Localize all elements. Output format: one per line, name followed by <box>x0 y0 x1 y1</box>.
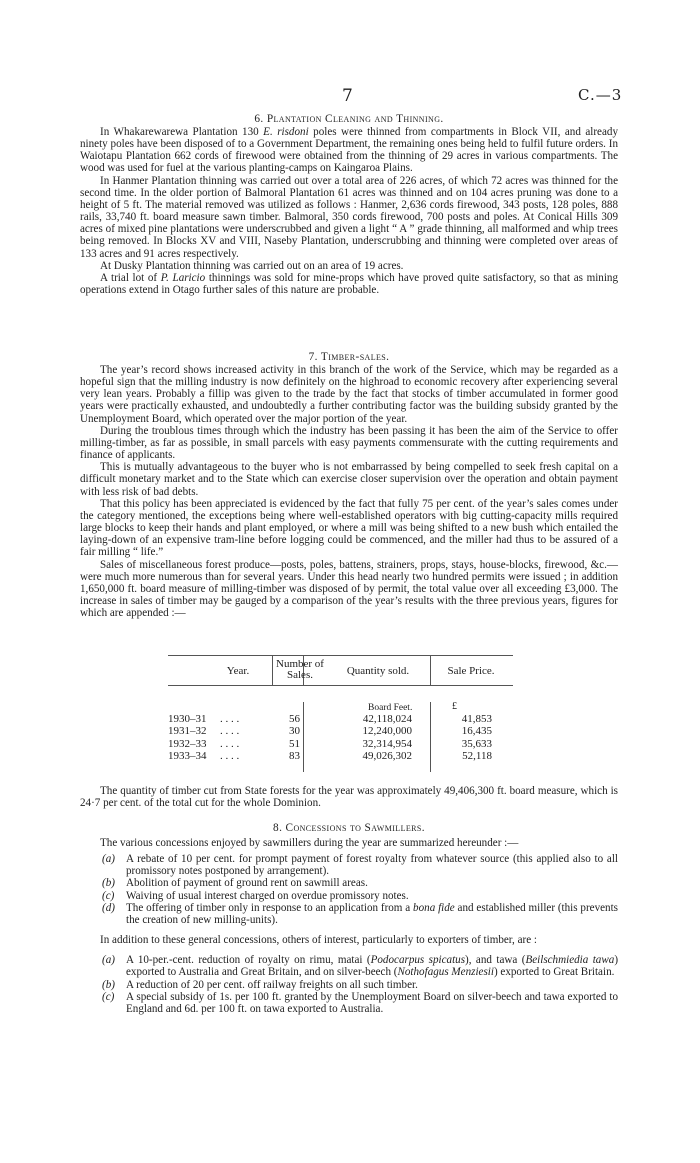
table-cell-leader: . . . . <box>220 749 240 762</box>
italic-term: P. Laricio <box>160 271 206 284</box>
page-header <box>0 86 700 106</box>
list-item-label: (c) <box>102 990 115 1003</box>
italic-term: Podocarpus spicatus <box>370 954 466 967</box>
paragraph: In Hanmer Plantation thinning was carried out over a total area of 226 acres, of which 72 acres was thinned for the second time. In the older portion of Balmoral Plantation 61 acres was thinned and on 104 acres pruning was done to a height of 5 ft. The material removed was utilized as follows : Hanmer, 2,636 cords firewood, 343 posts, 128 poles, 888 rails, 33,740 ft. board measure sawn timber. Balmoral, 350 cords firewood, 700 posts and poles. At Conical Hills 309 acres of mixed pine plantations were underscrubbed and given a light “ A ” grade thinning, all malformed and whip trees being removed. In Blocks XV and VIII, Naseby Plantation, underscrubbing and thinning were completed over areas of 133 acres and 91 acres respectively. <box>80 174 618 260</box>
table-cell-price: 41,853 <box>461 713 492 725</box>
paragraph: A trial lot of P. Laricio thinnings was sold for mine-props which have proved quite satisfactory, so that as mining operations extend in Otago further sales of this nature are probable. <box>80 271 619 297</box>
list-item: (c) A special subsidy of 1s. per 100 ft. granted by the Unemployment Board on silver-beech and tawa exported to England and 6d. per 100 ft. on tawa exported to Australia. <box>102 990 618 1015</box>
table-divider <box>430 655 431 685</box>
column-header-year: Year. <box>226 665 250 677</box>
table-cell-year: 1930–31 <box>168 713 207 725</box>
table-cell-sales: 83 <box>289 749 300 762</box>
section-intro <box>80 837 618 849</box>
list-item: (c) Waiving of usual interest charged on overdue promissory notes. <box>102 889 409 902</box>
section-heading: 6. Plantation Cleaning and Thinning. <box>254 113 444 125</box>
column-header-price: Sale Price. <box>447 665 495 677</box>
table-header-rule <box>168 685 513 686</box>
paragraph: In addition to these general concessions, others of interest, particularly to exporters of timber, are : <box>100 934 538 947</box>
list-item-label: (c) <box>102 889 115 902</box>
table-cell-quantity: 42,118,024 <box>362 713 412 725</box>
section-middle-paragraph <box>80 934 618 946</box>
list-item-label: (d) <box>102 901 115 914</box>
table-cell-sales: 30 <box>289 725 300 738</box>
table-cell-year: 1933–34 <box>168 749 207 762</box>
table-cell-price: 52,118 <box>462 749 492 762</box>
section-heading: 7. Timber-sales. <box>308 351 390 363</box>
paragraph: Sales of miscellaneous forest produce—posts, poles, battens, strainers, props, stays, house-blocks, firewood, &c.—were much more numerous than for several years. Under this head nearly two hundred permits were issued ; in addition 1,650,000 ft. board measure of milling-timber was disposed of by permit, the total value over all exceeding £3,000. The increase in sales of timber may be gauged by a comparison of the year’s results with the three previous years, figures for which are appended :— <box>80 558 618 620</box>
export-concessions-list <box>80 954 618 1015</box>
list-item: (b) A reduction of 20 per cent. off railway freights on all such timber. <box>102 978 418 991</box>
section-8 <box>80 822 618 1015</box>
section-heading: 8. Concessions to Sawmillers. <box>273 822 425 834</box>
table-cell-year: 1932–33 <box>168 737 207 750</box>
section-paragraphs <box>80 785 618 809</box>
quantity-unit: Board Feet. <box>368 703 413 713</box>
table-cell-quantity: 32,314,954 <box>362 737 412 750</box>
italic-term: Beilschmiedia tawa <box>525 954 615 967</box>
italic-term: bona fide <box>413 901 455 914</box>
price-unit: £ <box>452 701 457 712</box>
table-cell-leader: . . . . <box>220 713 240 725</box>
concessions-list <box>80 853 618 926</box>
italic-term: Nothofagus Menziesii <box>397 966 494 979</box>
table-cell-leader: . . . . <box>220 725 240 738</box>
table-divider <box>303 702 304 772</box>
section-paragraphs <box>80 126 618 296</box>
list-item: (a) A 10-per.-cent. reduction of royalty on rimu, matai (Podocarpus spicatus), and tawa (Beilschmiedia tawa) exported to Australia and Great Britain, and on silver-beech (Nothofagus Menziesii) exported to Great Britain. <box>102 954 619 979</box>
section-paragraphs <box>80 364 618 619</box>
paragraph: The various concessions enjoyed by sawmillers during the year are summarized hereunder :— <box>100 837 519 849</box>
table-top-rule <box>168 655 513 656</box>
paragraph: At Dusky Plantation thinning was carried out on an area of 19 acres. <box>100 259 404 272</box>
italic-term: E. risdoni <box>263 126 309 138</box>
paragraph: That this policy has been appreciated is evidenced by the fact that fully 75 per cent. of the year’s sales comes under the category mentioned, the exceptions being where well-established operators with big cutting-capacity mills required large blocks to keep their hands and plant employed, or where a mill was being shifted to a new bush which entailed the laying-down of an expensive tram-line before logging could be commenced, and the miller had thus to be assured of a fair milling “ life.” <box>80 497 618 559</box>
list-item-label: (b) <box>102 877 115 890</box>
column-header-number: Number of Sales. <box>276 658 324 681</box>
paragraph: During the troublous times through which the industry has been passing it has been the aim of the Service to offer milling-timber, as far as possible, in small parcels with easy payments commensurate with the cutting requirements and finance of applicants. <box>80 424 618 462</box>
page-number: 7 <box>342 86 353 106</box>
list-item: (a) A rebate of 10 per cent. for prompt payment of forest royalty from whatever source (this applied also to all promissory notes postponed by arrangement). <box>102 853 618 878</box>
paragraph: The year’s record shows increased activity in this branch of the work of the Service, which may be regarded as a hopeful sign that the milling industry is now definitely on the highroad to economic recovery after experiencing several very lean years. Probably a fillip was given to the trade by the fact that stocks of timber accumulated in former good years were practically exhausted, and undoubtedly a further contributing factor was the building subsidy granted by the Unemployment Board, which operated over the major portion of the year. <box>80 364 618 425</box>
section-6 <box>80 113 618 296</box>
list-item-label: (a) <box>102 954 115 967</box>
table-cell-leader: . . . . <box>220 737 240 750</box>
list-item: (b) Abolition of payment of ground rent on sawmill areas. <box>102 877 368 890</box>
section-7 <box>80 351 618 619</box>
list-item-label: (a) <box>102 853 115 866</box>
table-cell-quantity: 49,026,302 <box>362 749 412 762</box>
table-cell-sales: 51 <box>289 737 300 750</box>
paragraph: This is mutually advantageous to the buyer who is not embarrassed by being compelled to seek fresh capital on a difficult monetary market and to the State which can exercise closer supervision over the operation and obtain payment with less risk of bad debts. <box>80 461 618 498</box>
table-cell-sales: 56 <box>289 713 300 725</box>
list-item-label: (b) <box>102 978 115 991</box>
paper-code: C.—3 <box>578 86 623 104</box>
table-cell-year: 1931–32 <box>168 725 207 738</box>
table-cell-price: 35,633 <box>461 737 492 750</box>
section-7-continued <box>80 785 618 809</box>
timber-sales-table <box>168 655 513 775</box>
column-header-quantity: Quantity sold. <box>346 665 410 677</box>
table-cell-price: 16,435 <box>461 725 492 738</box>
paragraph: In Whakarewarewa Plantation 130 E. risdoni poles were thinned from compartments in Block VII, and already ninety poles have been disposed of to a Government Department, the remaining ones being held to fulfil future orders. In Waiotapu Plantation 662 cords of firewood were obtained from the thinning of 29 acres in various compartments. The wood was used for fuel at the various planting-camps on Kaingaroa Plains. <box>80 126 618 175</box>
table-cell-quantity: 12,240,000 <box>362 725 412 738</box>
list-item: (d) The offering of timber only in response to an application from a bona fide and established miller (this prevents the creation of new milling-units). <box>102 901 618 926</box>
paragraph: The quantity of timber cut from State forests for the year was approximately 49,406,300 ft. board measure, which is 24·7 per cent. of the total cut for the whole Dominion. <box>80 785 618 810</box>
